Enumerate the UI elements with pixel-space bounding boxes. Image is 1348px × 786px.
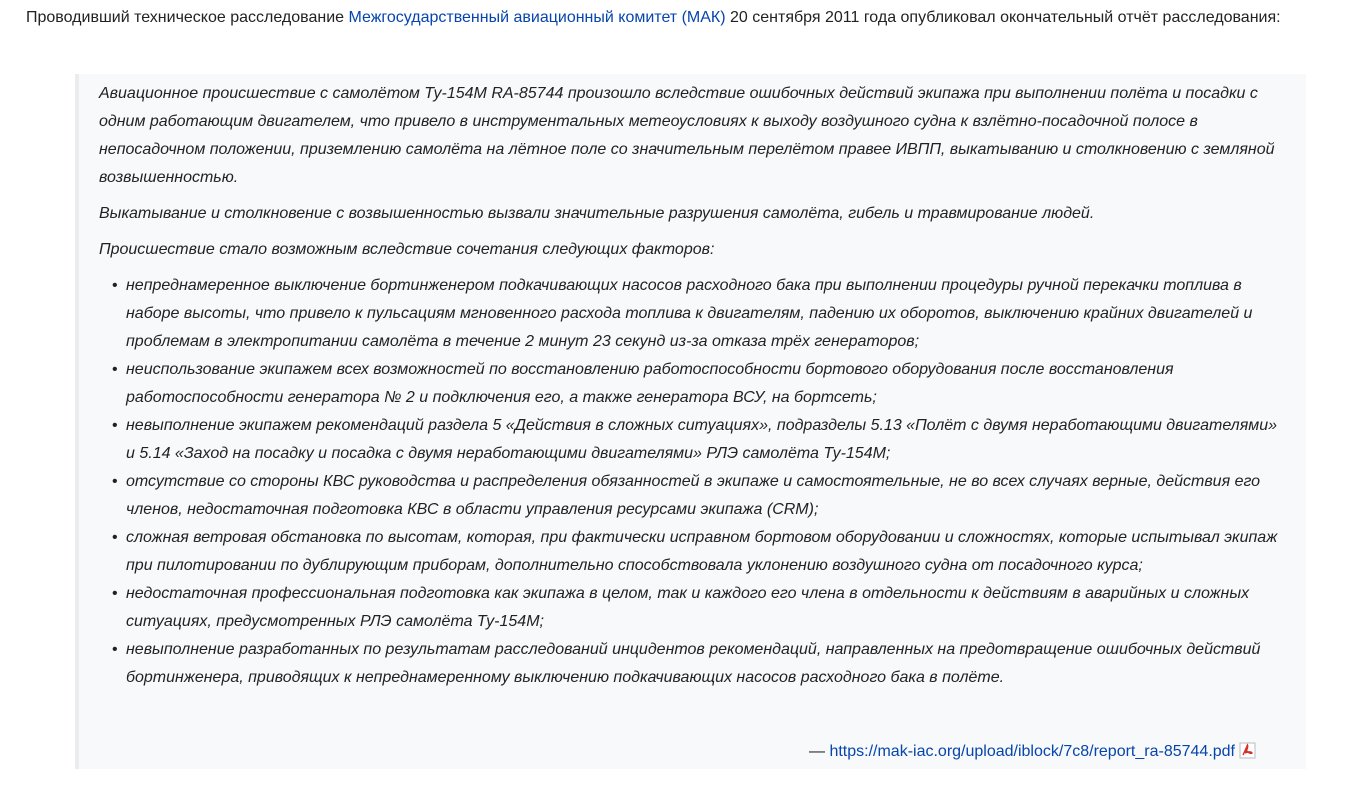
list-item-text: сложная ветровая обстановка по высотам, которая, при фактически исправном бортовом оборудовании и сложностях, которые испытывал экипаж при пилотировании по дублирующим приборам, дополнительно способствовала уклонению воздушного судна от посадочного курса;	[126, 529, 1278, 574]
list-item-text: невыполнение разработанных по результатам расследований инцидентов рекомендаций, направленных на предотвращение ошибочных действий бортинженера, приводящих к непреднамеренному выключению подкачивающих насосов расходного бака в полёте.	[126, 641, 1261, 686]
list-item	[112, 580, 1286, 636]
intro-paragraph	[26, 4, 1326, 32]
quote-paragraph-3: Происшествие стало возможным вследствие сочетания следующих факторов:	[99, 241, 715, 258]
quote-paragraph-1: Авиационное происшествие с самолётом Ту-154М RA-85744 произошло вследствие ошибочных действий экипажа при выполнении полёта и посадки с одним работающим двигателем, что привело в инструментальных метеоусловиях к выходу воздушного судна к взлётно-посадочной полосе в непосадочном положении, приземлению самолёта на лётное поле со значительным перелётом правее ИВПП, выкатыванию и столкновению с земляной возвышенностью.	[99, 85, 1275, 186]
list-item-text: недостаточная профессиональная подготовка как экипажа в целом, так и каждого его члена в отдельности к действиям в аварийных и сложных ситуациях, предусмотренных РЛЭ самолёта Ту-154М;	[126, 585, 1250, 630]
list-item	[112, 272, 1286, 356]
citation	[809, 738, 1256, 766]
list-item-text: непреднамеренное выключение бортинженером подкачивающих насосов расходного бака при выполнении процедуры ручной перекачки топлива в наборе высоты, что привело к пульсациям мгновенного расхода топлива к двигателям, падению их оборотов, выключению крайних двигателей и проблемам в электропитании самолёта в течение 2 минут 23 секунд из-за отказа трёх генераторов;	[126, 277, 1253, 350]
quote-paragraph-2: Выкатывание и столкновение с возвышенностью вызвали значительные разрушения самолёта, гибель и травмирование людей.	[99, 205, 1095, 222]
blockquote	[75, 74, 1306, 769]
list-item-text: невыполнение экипажем рекомендаций раздела 5 «Действия в сложных ситуациях», подразделы 5.13 «Полёт с двумя неработающими двигателями» и 5.14 «Заход на посадку и посадка с двумя неработающими двигателями» РЛЭ самолёта Ту-154М;	[126, 417, 1278, 462]
bullet-icon: •	[112, 641, 118, 658]
list-item	[112, 636, 1286, 692]
pdf-icon[interactable]	[1239, 742, 1256, 759]
bullet-icon: •	[112, 529, 118, 546]
list-item	[112, 468, 1286, 524]
list-item	[112, 356, 1286, 412]
mak-link[interactable]: Межгосударственный авиационный комитет (МАК)	[348, 9, 726, 26]
bullet-icon: •	[112, 417, 118, 434]
list-item-text: неиспользование экипажем всех возможностей по восстановлению работоспособности бортового оборудования после восстановления работоспособности генератора № 2 и подключения его, а также генератора ВСУ, на бортсеть;	[126, 361, 1174, 406]
bullet-icon: •	[112, 585, 118, 602]
report-pdf-link[interactable]: https://mak-iac.org/upload/iblock/7c8/report_ra-85744.pdf	[829, 743, 1235, 760]
citation-dash: —	[808, 743, 830, 760]
list-item-text: отсутствие со стороны КВС руководства и распределения обязанностей в экипаже и самостоятельные, не во всех случаях верные, действия его членов, недостаточная подготовка КВС в области управления ресурсами экипажа (CRM);	[126, 473, 1261, 518]
intro-text-after: 20 сентября 2011 года опубликовал окончательный отчёт расследования:	[725, 9, 1281, 26]
intro-text-before: Проводивший техническое расследование	[26, 9, 349, 26]
list-item	[112, 412, 1286, 468]
bullet-icon: •	[112, 473, 118, 490]
list-item	[112, 524, 1286, 580]
bullet-icon: •	[112, 277, 118, 294]
bullet-icon: •	[112, 361, 118, 378]
factors-list	[99, 272, 1286, 692]
